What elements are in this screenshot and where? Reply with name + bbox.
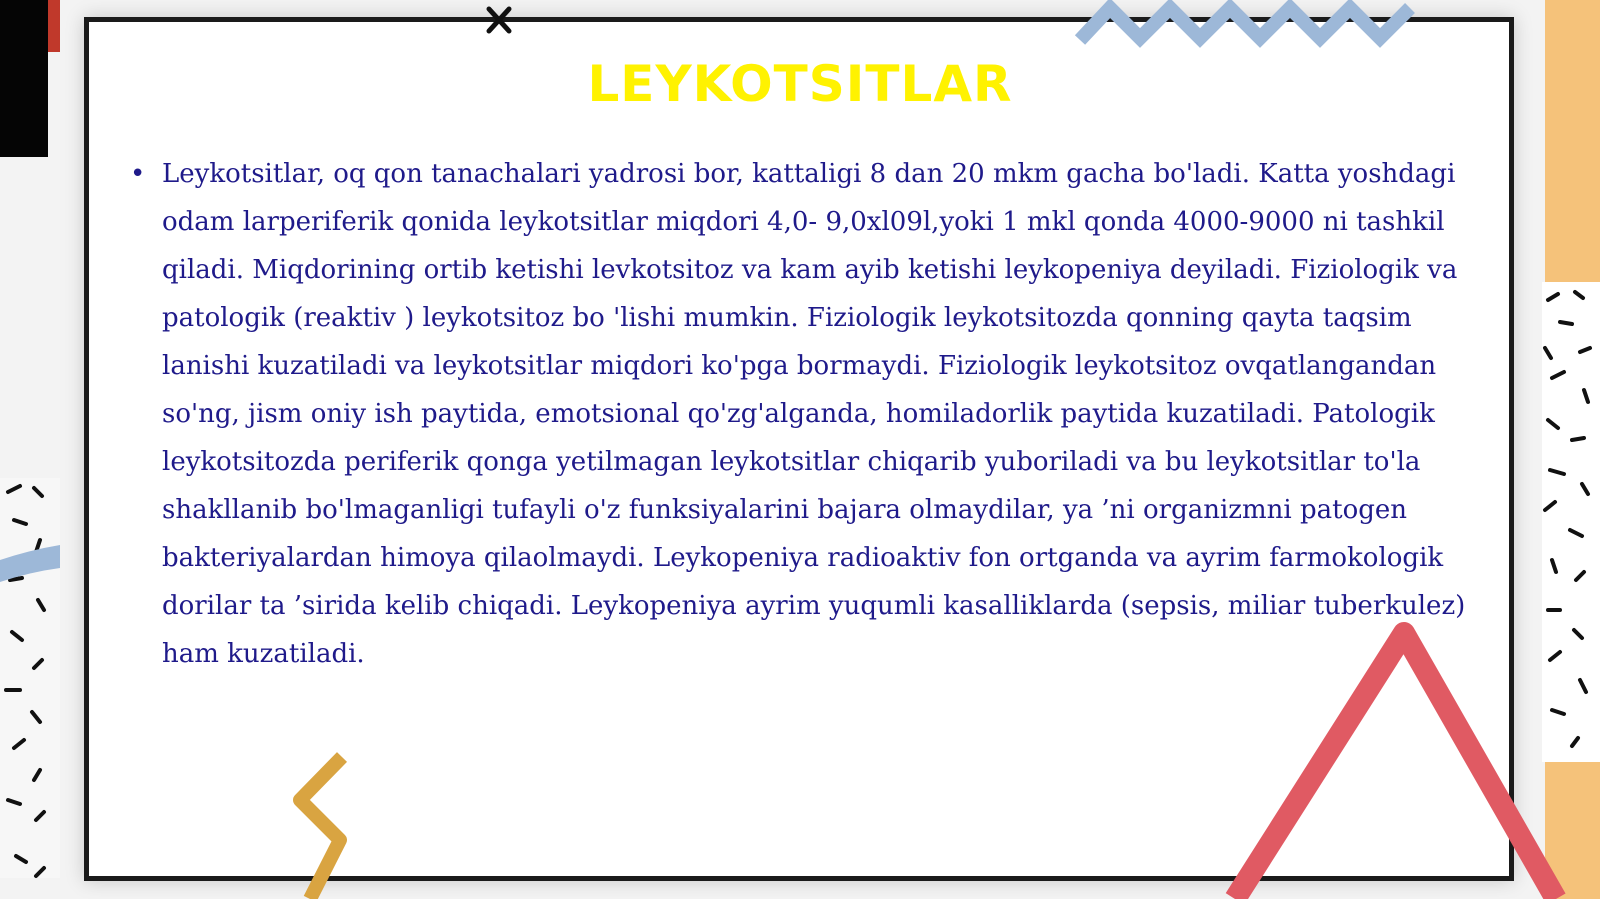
bullet-text: Leykotsitlar, oq qon tanachalari yadrosi bor, kattaligi 8 dan 20 mkm gacha bo'ladi. Katta yoshdagi odam larperiferik qonida leykotsitlar miqdori 4,0- 9,0xl09l,yoki 1 mkl qonda 4000-9000 ni tashkil qiladi. Miqdorining ortib ketishi levkotsitoz va kam ayib ketishi leykopeniya deyiladi. Fiziologik va patologik (reaktiv ) leykotsitoz bo 'lishi mumkin. Fiziologik leykotsitozda qonning qayta taqsim lanishi kuzatiladi va leykotsitlar miqdori ko'pga bormaydi. Fiziologik leykotsitoz ovqatlangandan so'ng, jism oniy ish paytida, emotsional qo'zg'alganda, homiladorlik paytida kuzatiladi. Patologik leykotsitozda periferik qonga yetilmagan leykotsitlar chiqarib yuboriladi va bu leykotsitlar to'la shakllanib bo'lmaganligi tufayli o'z funksiyalarini bajara olmaydilar, ya ’ni organizmni patogen bakteriyalardan himoya qilaolmaydi. Leykopeniya radioaktiv fon ortganda va ayrim farmokologik dorilar ta ’sirida kelib chiqadi. Leykopeniya ayrim yuqumli kasalliklarda (sepsis, miliar tuberkulez) ham kuzatiladi. bbox=[162, 159, 1466, 669]
speckle-panel-left bbox=[0, 478, 60, 878]
bullet-item bbox=[130, 150, 1470, 678]
red-strip-decoration bbox=[48, 0, 60, 52]
speckle-panel-right bbox=[1542, 282, 1600, 762]
slide-title: LEYKOTSITLAR bbox=[587, 55, 1013, 113]
bullet-list bbox=[130, 150, 1470, 678]
bullet-icon: • bbox=[130, 159, 146, 189]
